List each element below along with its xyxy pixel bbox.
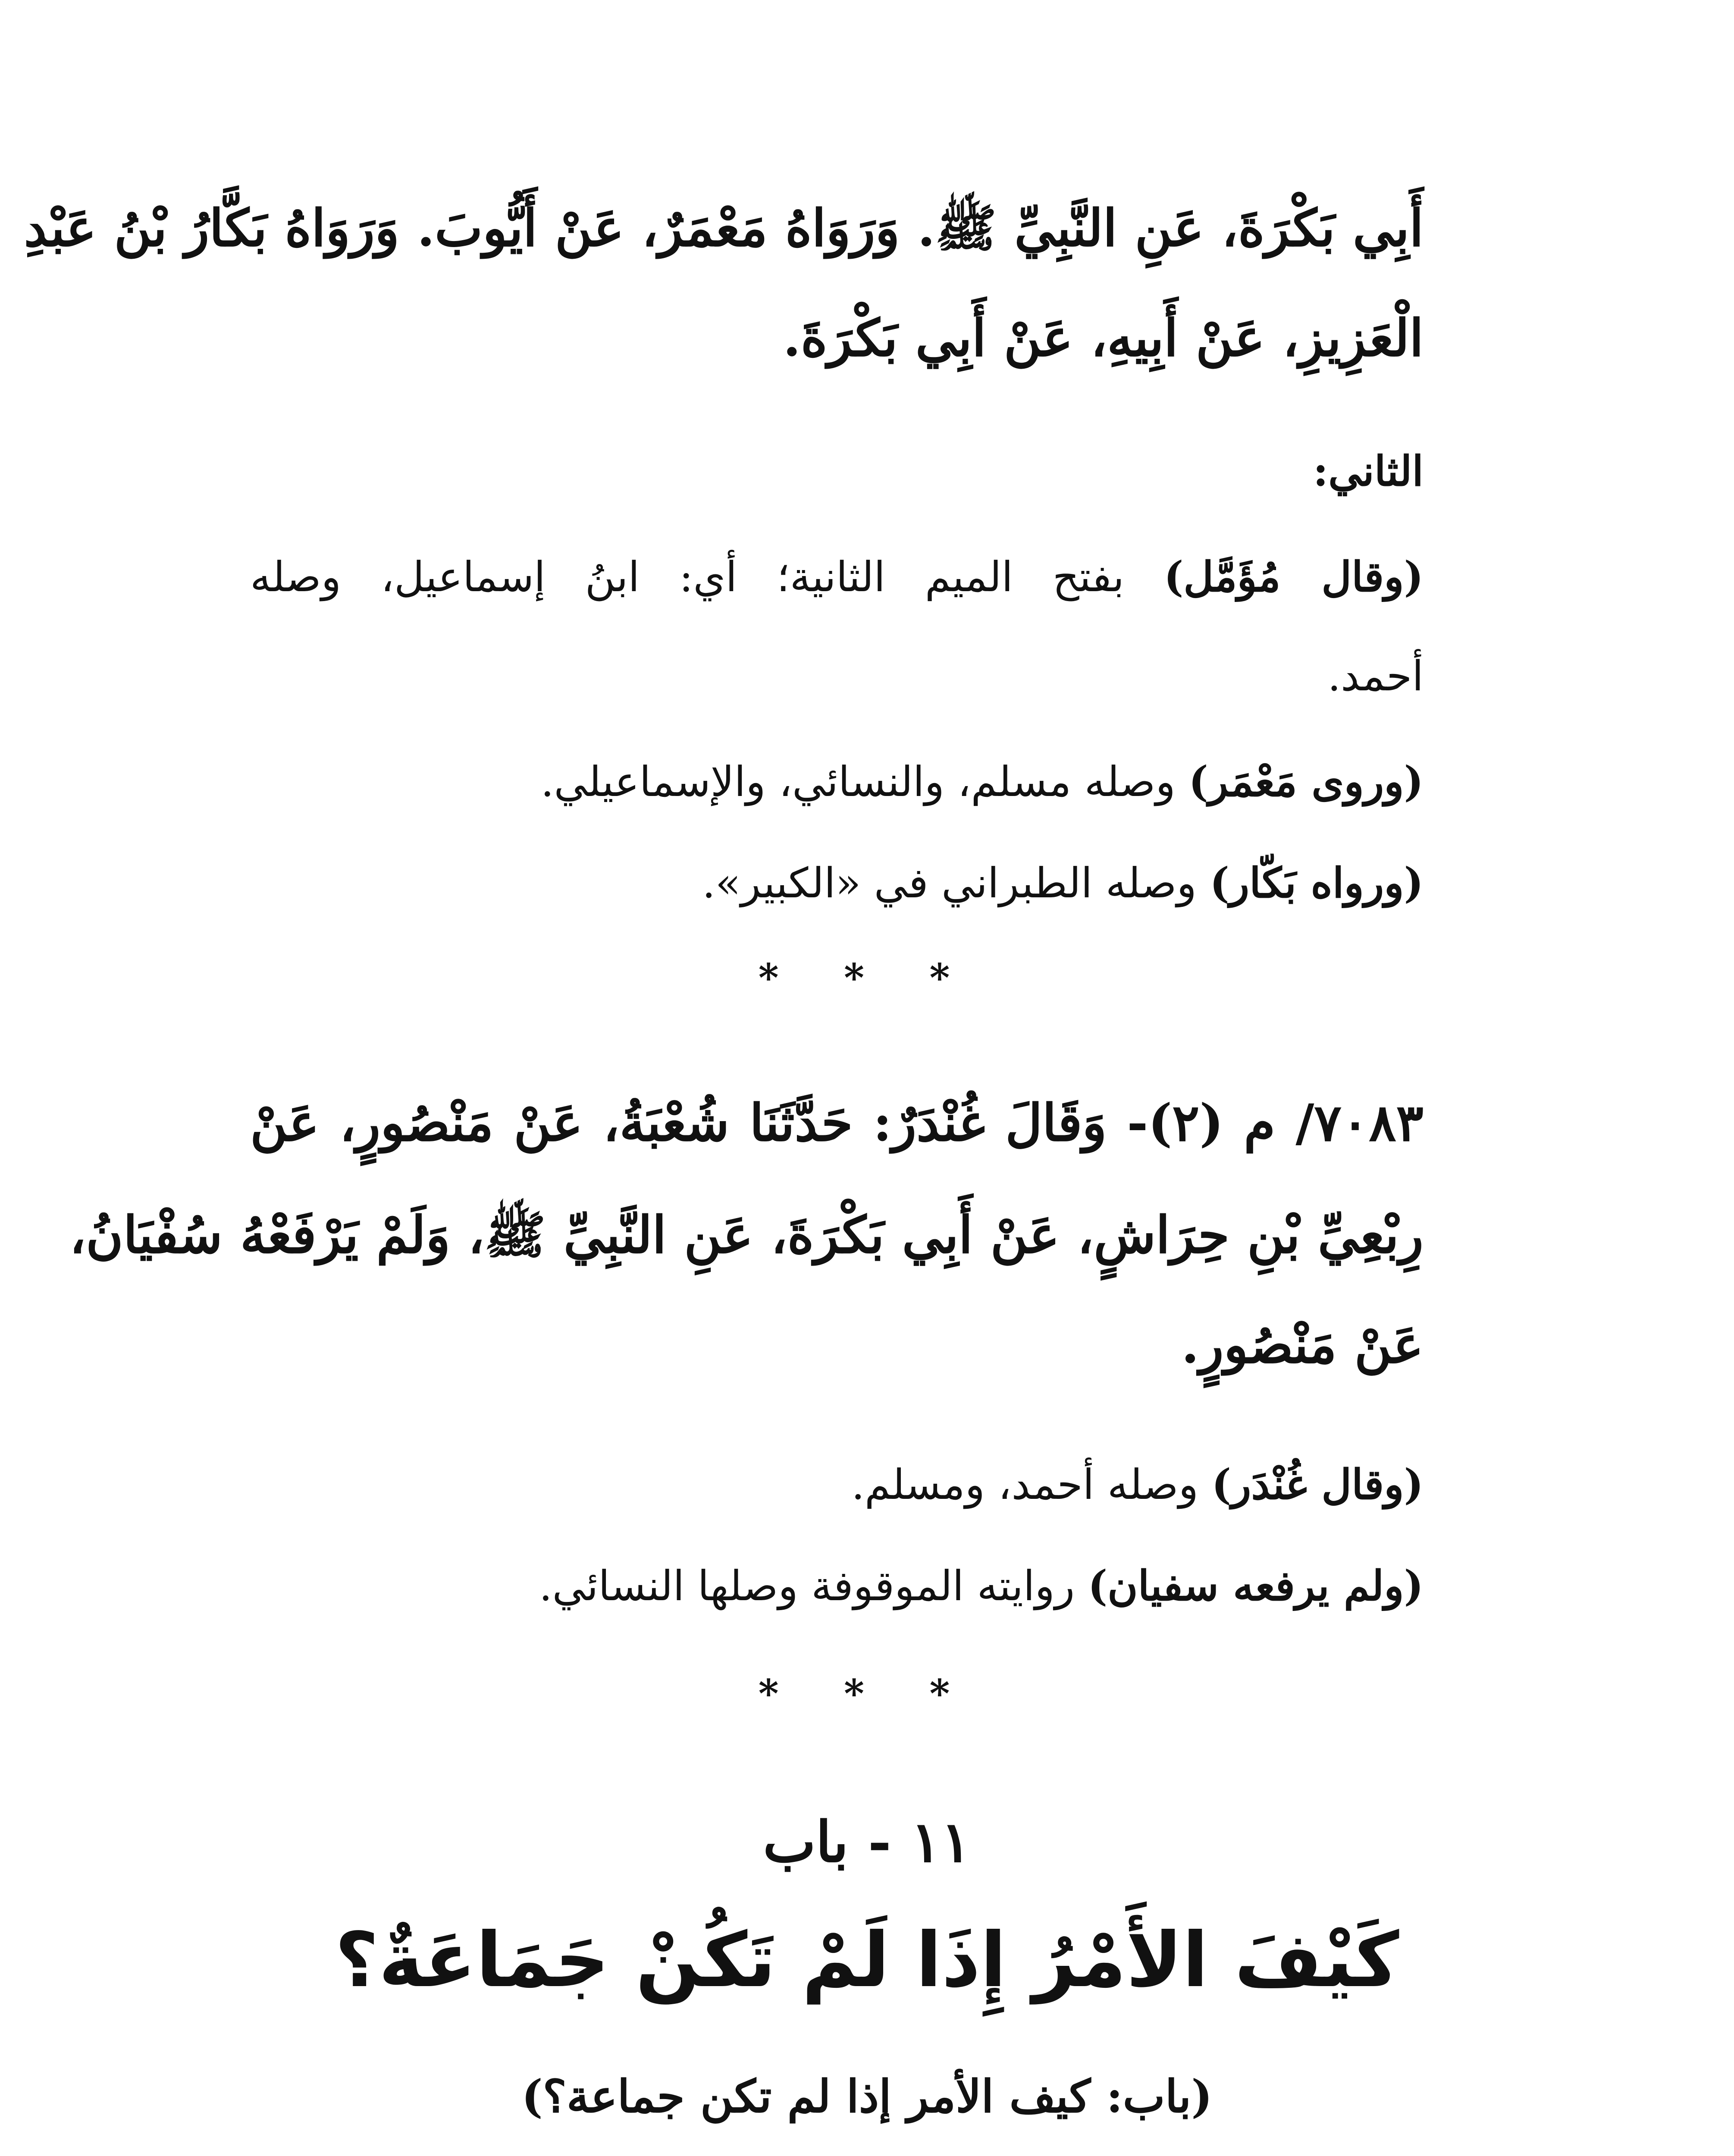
commentary-ghundar-text: وصله أحمد، ومسلم. [851, 1460, 1212, 1509]
commentary-mamar-heading: (وروى مَعْمَر) [1188, 757, 1424, 806]
section-separator-stars-2: * * * [758, 1671, 976, 1717]
chapter-title: كَيْفَ الأَمْرُ إِذَا لَمْ تَكُنْ جَمَاعَةٌ؟ [335, 1917, 1399, 2004]
chapter-number: ١١ - باب [763, 1809, 971, 1875]
commentary-bakkar-text: وصله الطبراني في «الكبير». [702, 859, 1210, 907]
commentary-muammal-heading: (وقال مُؤَمَّل) [1163, 552, 1424, 601]
hadith-7083-line-3: عَنْ مَنْصُورٍ. [1181, 1315, 1424, 1375]
commentary-mamar [541, 757, 1424, 806]
commentary-bakkar-heading: (ورواه بَكّار) [1210, 859, 1424, 907]
hadith-7083-line-2: رِبْعِيِّ بْنِ حِرَاشٍ، عَنْ أَبِي بَكْرَةَ، عَنِ النَّبِيِّ ﷺ، وَلَمْ يَرْفَعْهُ سُفْيَانُ، [69, 1205, 1424, 1265]
hadith-continuation-line-1: أَبِي بَكْرَةَ، عَنِ النَّبِيِّ ﷺ. وَرَوَاهُ مَعْمَرٌ، عَنْ أَيُّوبَ. وَرَوَاهُ بَكَّارُ بْنُ عَبْدِ [24, 198, 1424, 258]
commentary-sufyan-heading: (ولم يرفعه سفيان) [1088, 1561, 1424, 1610]
commentary-ghundar [851, 1460, 1424, 1509]
commentary-mamar-text: وصله مسلم، والنسائي، والإسماعيلي. [541, 758, 1189, 806]
chapter-subtitle: (باب: كيف الأمر إذا لم تكن جماعة؟) [521, 2070, 1213, 2123]
commentary-sufyan [539, 1561, 1424, 1610]
commentary-muammal-line-2: أحمد. [1327, 652, 1424, 700]
commentary-bakkar [702, 859, 1424, 907]
section-separator-stars: * * * [758, 955, 976, 1001]
commentary-muammal-text: بفتح الميم الثانية؛ أي: ابنُ إسماعيل، وصله [250, 553, 1164, 601]
commentary-ghundar-heading: (وقال غُنْدَر) [1211, 1460, 1424, 1509]
hadith-7083-line-1: ٧٠٨٣/ م (٢)- وَقَالَ غُنْدَرٌ: حَدَّثَنَا شُعْبَةُ، عَنْ مَنْصُورٍ، عَنْ [250, 1093, 1424, 1153]
commentary-muammal-line-1 [250, 552, 1424, 601]
second-label: الثاني: [1313, 447, 1424, 495]
commentary-sufyan-text: روايته الموقوفة وصلها النسائي. [539, 1562, 1088, 1610]
hadith-continuation-line-2: الْعَزِيزِ، عَنْ أَبِيهِ، عَنْ أَبِي بَكْرَةَ. [783, 308, 1424, 368]
